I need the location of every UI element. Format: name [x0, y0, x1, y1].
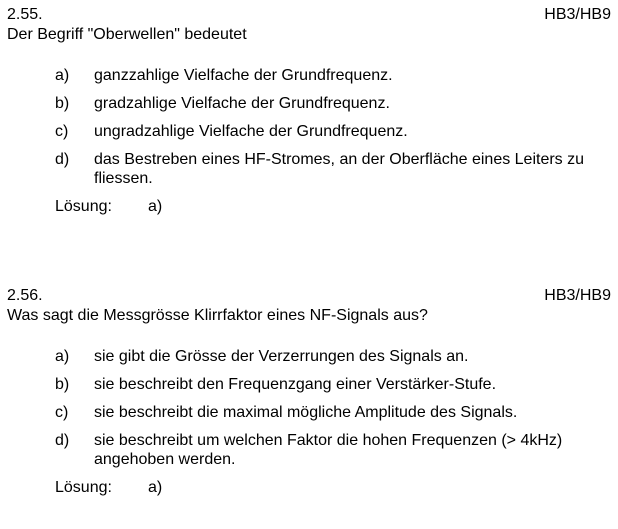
answer-text: sie beschreibt die maximal mögliche Amplitude des Signals. — [94, 404, 518, 421]
answer-option-c — [55, 403, 594, 422]
question-2-55 — [7, 5, 611, 216]
answer-text: ungradzahlige Vielfache der Grundfrequenz. — [94, 123, 408, 140]
solution-line — [55, 478, 611, 497]
question-header — [7, 286, 611, 305]
solution-line — [55, 197, 611, 216]
answer-list — [55, 347, 611, 469]
question-number: 2.56. — [7, 287, 43, 304]
solution-label: Lösung: — [55, 198, 112, 215]
answer-text: ganzzahlige Vielfache der Grundfrequenz. — [94, 67, 393, 84]
question-category: HB3/HB9 — [544, 6, 611, 23]
answer-option-b — [55, 375, 594, 394]
answer-option-d — [55, 150, 594, 188]
solution-value: a) — [148, 479, 163, 496]
answer-letter: a) — [55, 348, 70, 365]
question-category: HB3/HB9 — [544, 287, 611, 304]
answer-option-a — [55, 347, 594, 366]
answer-text: sie beschreibt um welchen Faktor die hohen Frequenzen (> 4kHz) angehoben werden. — [94, 432, 563, 468]
answer-letter: d) — [55, 151, 70, 168]
answer-letter: c) — [55, 123, 69, 140]
solution-value: a) — [148, 198, 163, 215]
question-2-56 — [7, 286, 611, 497]
answer-text: sie gibt die Grösse der Verzerrungen des Signals an. — [94, 348, 469, 365]
answer-option-d — [55, 431, 594, 469]
question-text: Was sagt die Messgrösse Klirrfaktor eines NF-Signals aus? — [7, 307, 428, 324]
answer-letter: b) — [55, 376, 70, 393]
answer-option-a — [55, 66, 594, 85]
answer-option-b — [55, 94, 594, 113]
answer-option-c — [55, 122, 594, 141]
question-number: 2.55. — [7, 6, 43, 23]
answer-letter: d) — [55, 432, 70, 449]
answer-list — [55, 66, 611, 188]
answer-text: das Bestreben eines HF-Stromes, an der Oberfläche eines Leiters zu fliessen. — [94, 151, 585, 187]
question-text: Der Begriff "Oberwellen" bedeutet — [7, 26, 247, 43]
answer-letter: c) — [55, 404, 69, 421]
answer-letter: a) — [55, 67, 70, 84]
answer-text: gradzahlige Vielfache der Grundfrequenz. — [94, 95, 390, 112]
question-header — [7, 5, 611, 24]
answer-letter: b) — [55, 95, 70, 112]
solution-label: Lösung: — [55, 479, 112, 496]
answer-text: sie beschreibt den Frequenzgang einer Verstärker-Stufe. — [94, 376, 497, 393]
